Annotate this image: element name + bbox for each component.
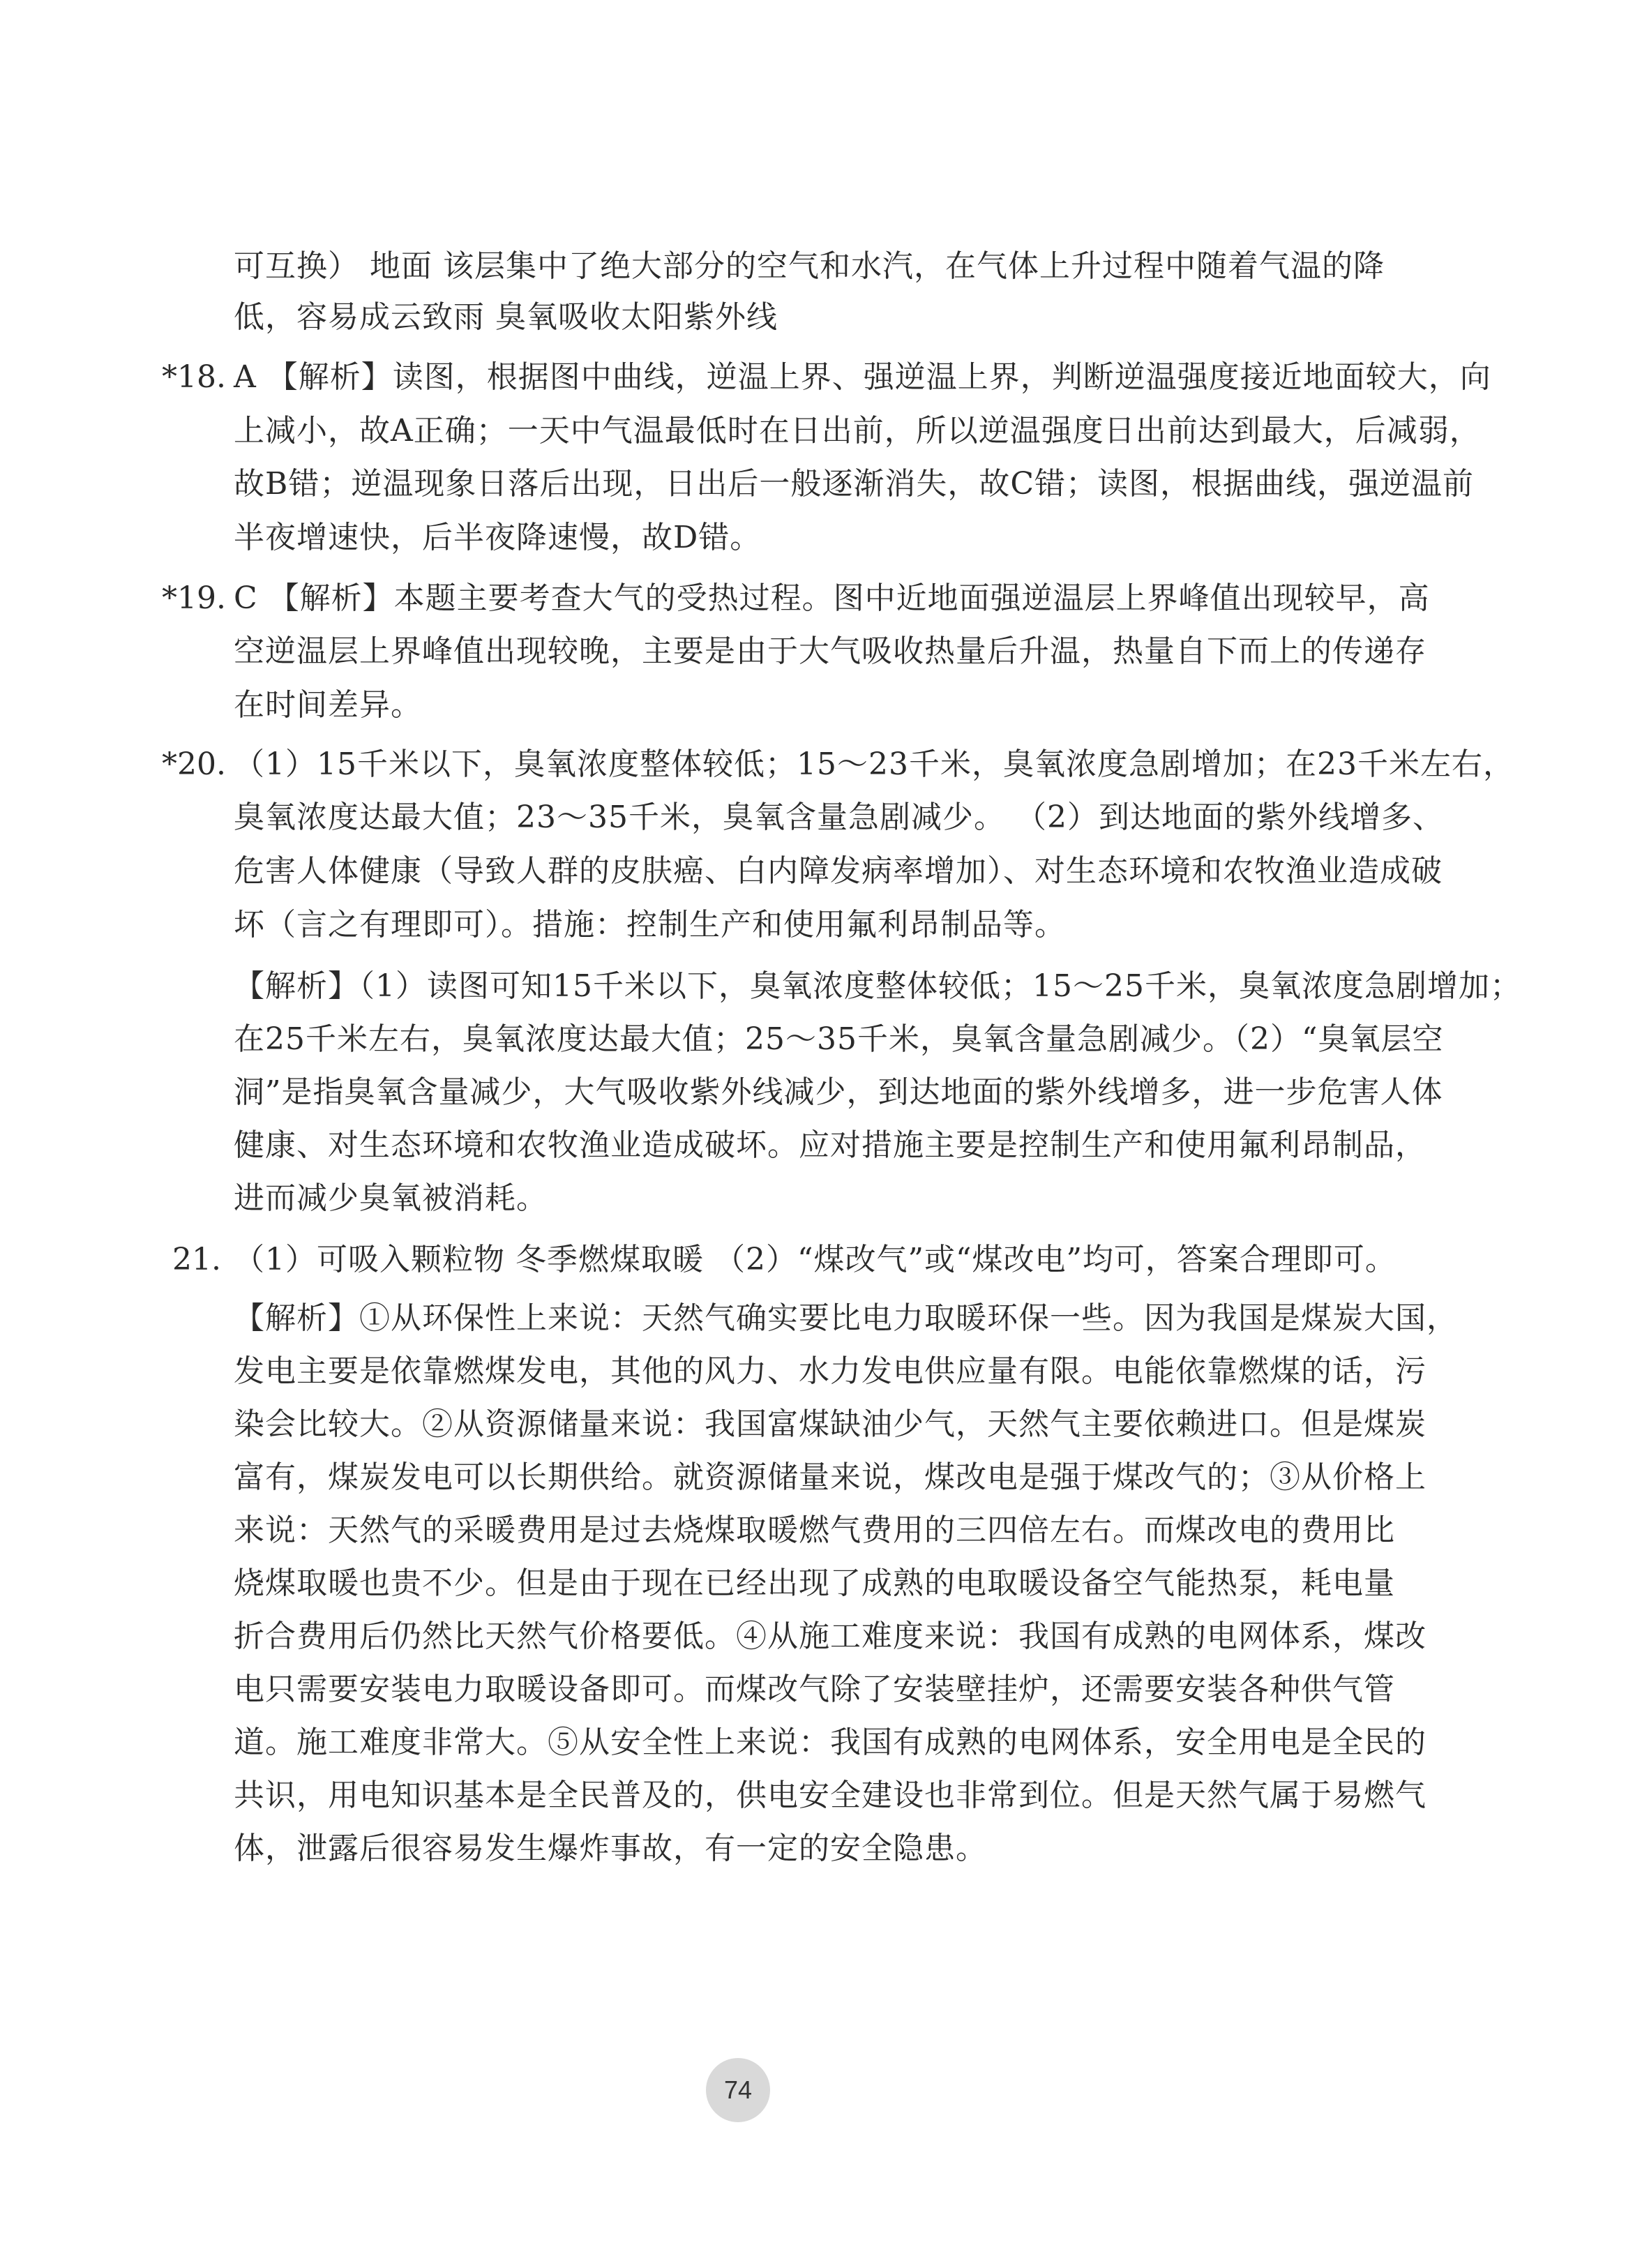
question-21-line-7: 烧煤取暖也贵不少。但是由于现在已经出现了成熟的电取暖设备空气能热泵，耗电量 bbox=[234, 1565, 1395, 1601]
question-21-line-2: 【解析】①从环保性上来说：天然气确实要比电力取暖环保一些。因为我国是煤炭大国， bbox=[234, 1300, 1458, 1336]
question-20-line-5: 【解析】（1）读图可知15千米以下，臭氧浓度整体较低；15～25千米，臭氧浓度急剧增加； bbox=[234, 968, 1521, 1004]
question-20-line-9: 进而减少臭氧被消耗。 bbox=[234, 1180, 548, 1216]
question-21-line-12: 体，泄露后很容易发生爆炸事故，有一定的安全隐患。 bbox=[234, 1831, 987, 1866]
page-number-badge bbox=[706, 2058, 770, 2122]
question-19-line-3: 在时间差异。 bbox=[234, 687, 422, 723]
question-21-number: 21. bbox=[172, 1242, 221, 1277]
question-21-line-1: （1）可吸入颗粒物 冬季燃煤取暖 （2）“煤改气”或“煤改电”均可，答案合理即可。 bbox=[234, 1242, 1397, 1277]
question-20-line-3: 危害人体健康（导致人群的皮肤癌、白内障发病率增加）、对生态环境和农牧渔业造成破 bbox=[234, 853, 1443, 889]
question-18-number: *18. bbox=[162, 359, 226, 395]
question-21-line-5: 富有，煤炭发电可以长期供给。就资源储量来说，煤改电是强于煤改气的；③从价格上 bbox=[234, 1459, 1426, 1495]
question-18-line-4: 半夜增速快，后半夜降速慢，故D错。 bbox=[234, 520, 762, 555]
question-21-line-10: 道。施工难度非常大。⑤从安全性上来说：我国有成熟的电网体系，安全用电是全民的 bbox=[234, 1725, 1426, 1760]
question-20-line-7: 洞”是指臭氧含量减少，大气吸收紫外线减少，到达地面的紫外线增多，进一步危害人体 bbox=[234, 1074, 1443, 1110]
question-20-line-4: 坏（言之有理即可）。措施：控制生产和使用氟利昂制品等。 bbox=[234, 907, 1066, 943]
question-19-line-1: C 【解析】本题主要考查大气的受热过程。图中近地面强逆温层上界峰值出现较早，高 bbox=[234, 580, 1430, 616]
question-20-line-1: （1）15千米以下，臭氧浓度整体较低；15～23千米，臭氧浓度急剧增加；在23千米左右， bbox=[234, 746, 1514, 782]
question-20-line-6: 在25千米左右，臭氧浓度达最大值；25～35千米，臭氧含量急剧减少。（2）“臭氧层空 bbox=[234, 1021, 1444, 1057]
question-18-line-3: 故B错；逆温现象日落后出现，日出后一般逐渐消失，故C错；读图，根据曲线，强逆温前 bbox=[234, 466, 1474, 502]
question-21-line-6: 来说：天然气的采暖费用是过去烧煤取暖燃气费用的三四倍左右。而煤改电的费用比 bbox=[234, 1512, 1395, 1548]
question-18-line-2: 上减小，故A正确；一天中气温最低时在日出前，所以逆温强度日出前达到最大，后减弱， bbox=[234, 413, 1481, 449]
question-21-line-9: 电只需要安装电力取暖设备即可。而煤改气除了安装壁挂炉，还需要安装各种供气管 bbox=[234, 1672, 1395, 1707]
question-21-line-11: 共识，用电知识基本是全民普及的，供电安全建设也非常到位。但是天然气属于易燃气 bbox=[234, 1778, 1426, 1813]
question-19-line-2: 空逆温层上界峰值出现较晚，主要是由于大气吸收热量后升温，热量自下而上的传递存 bbox=[234, 633, 1426, 669]
question-19-number: *19. bbox=[162, 580, 226, 616]
question-21-line-8: 折合费用后仍然比天然气价格要低。④从施工难度来说：我国有成熟的电网体系，煤改 bbox=[234, 1619, 1426, 1654]
question-20-number: *20. bbox=[162, 746, 226, 782]
question-20-line-8: 健康、对生态环境和农牧渔业造成破坏。应对措施主要是控制生产和使用氟利昂制品， bbox=[234, 1127, 1426, 1163]
question-21-line-3: 发电主要是依靠燃煤发电，其他的风力、水力发电供应量有限。电能依靠燃煤的话，污 bbox=[234, 1353, 1426, 1389]
page-number: 74 bbox=[723, 2075, 753, 2104]
intro-line-2: 低，容易成云致雨 臭氧吸收太阳紫外线 bbox=[234, 299, 778, 335]
question-18-line-1: A 【解析】读图，根据图中曲线，逆温上界、强逆温上界，判断逆温强度接近地面较大，向 bbox=[234, 359, 1491, 395]
intro-line-1: 可互换） 地面 该层集中了绝大部分的空气和水汽，在气体上升过程中随着气温的降 bbox=[234, 248, 1385, 284]
question-21-line-4: 染会比较大。②从资源储量来说：我国富煤缺油少气，天然气主要依赖进口。但是煤炭 bbox=[234, 1406, 1426, 1442]
question-20-line-2: 臭氧浓度达最大值；23～35千米，臭氧含量急剧减少。 （2）到达地面的紫外线增多、 bbox=[234, 799, 1444, 835]
